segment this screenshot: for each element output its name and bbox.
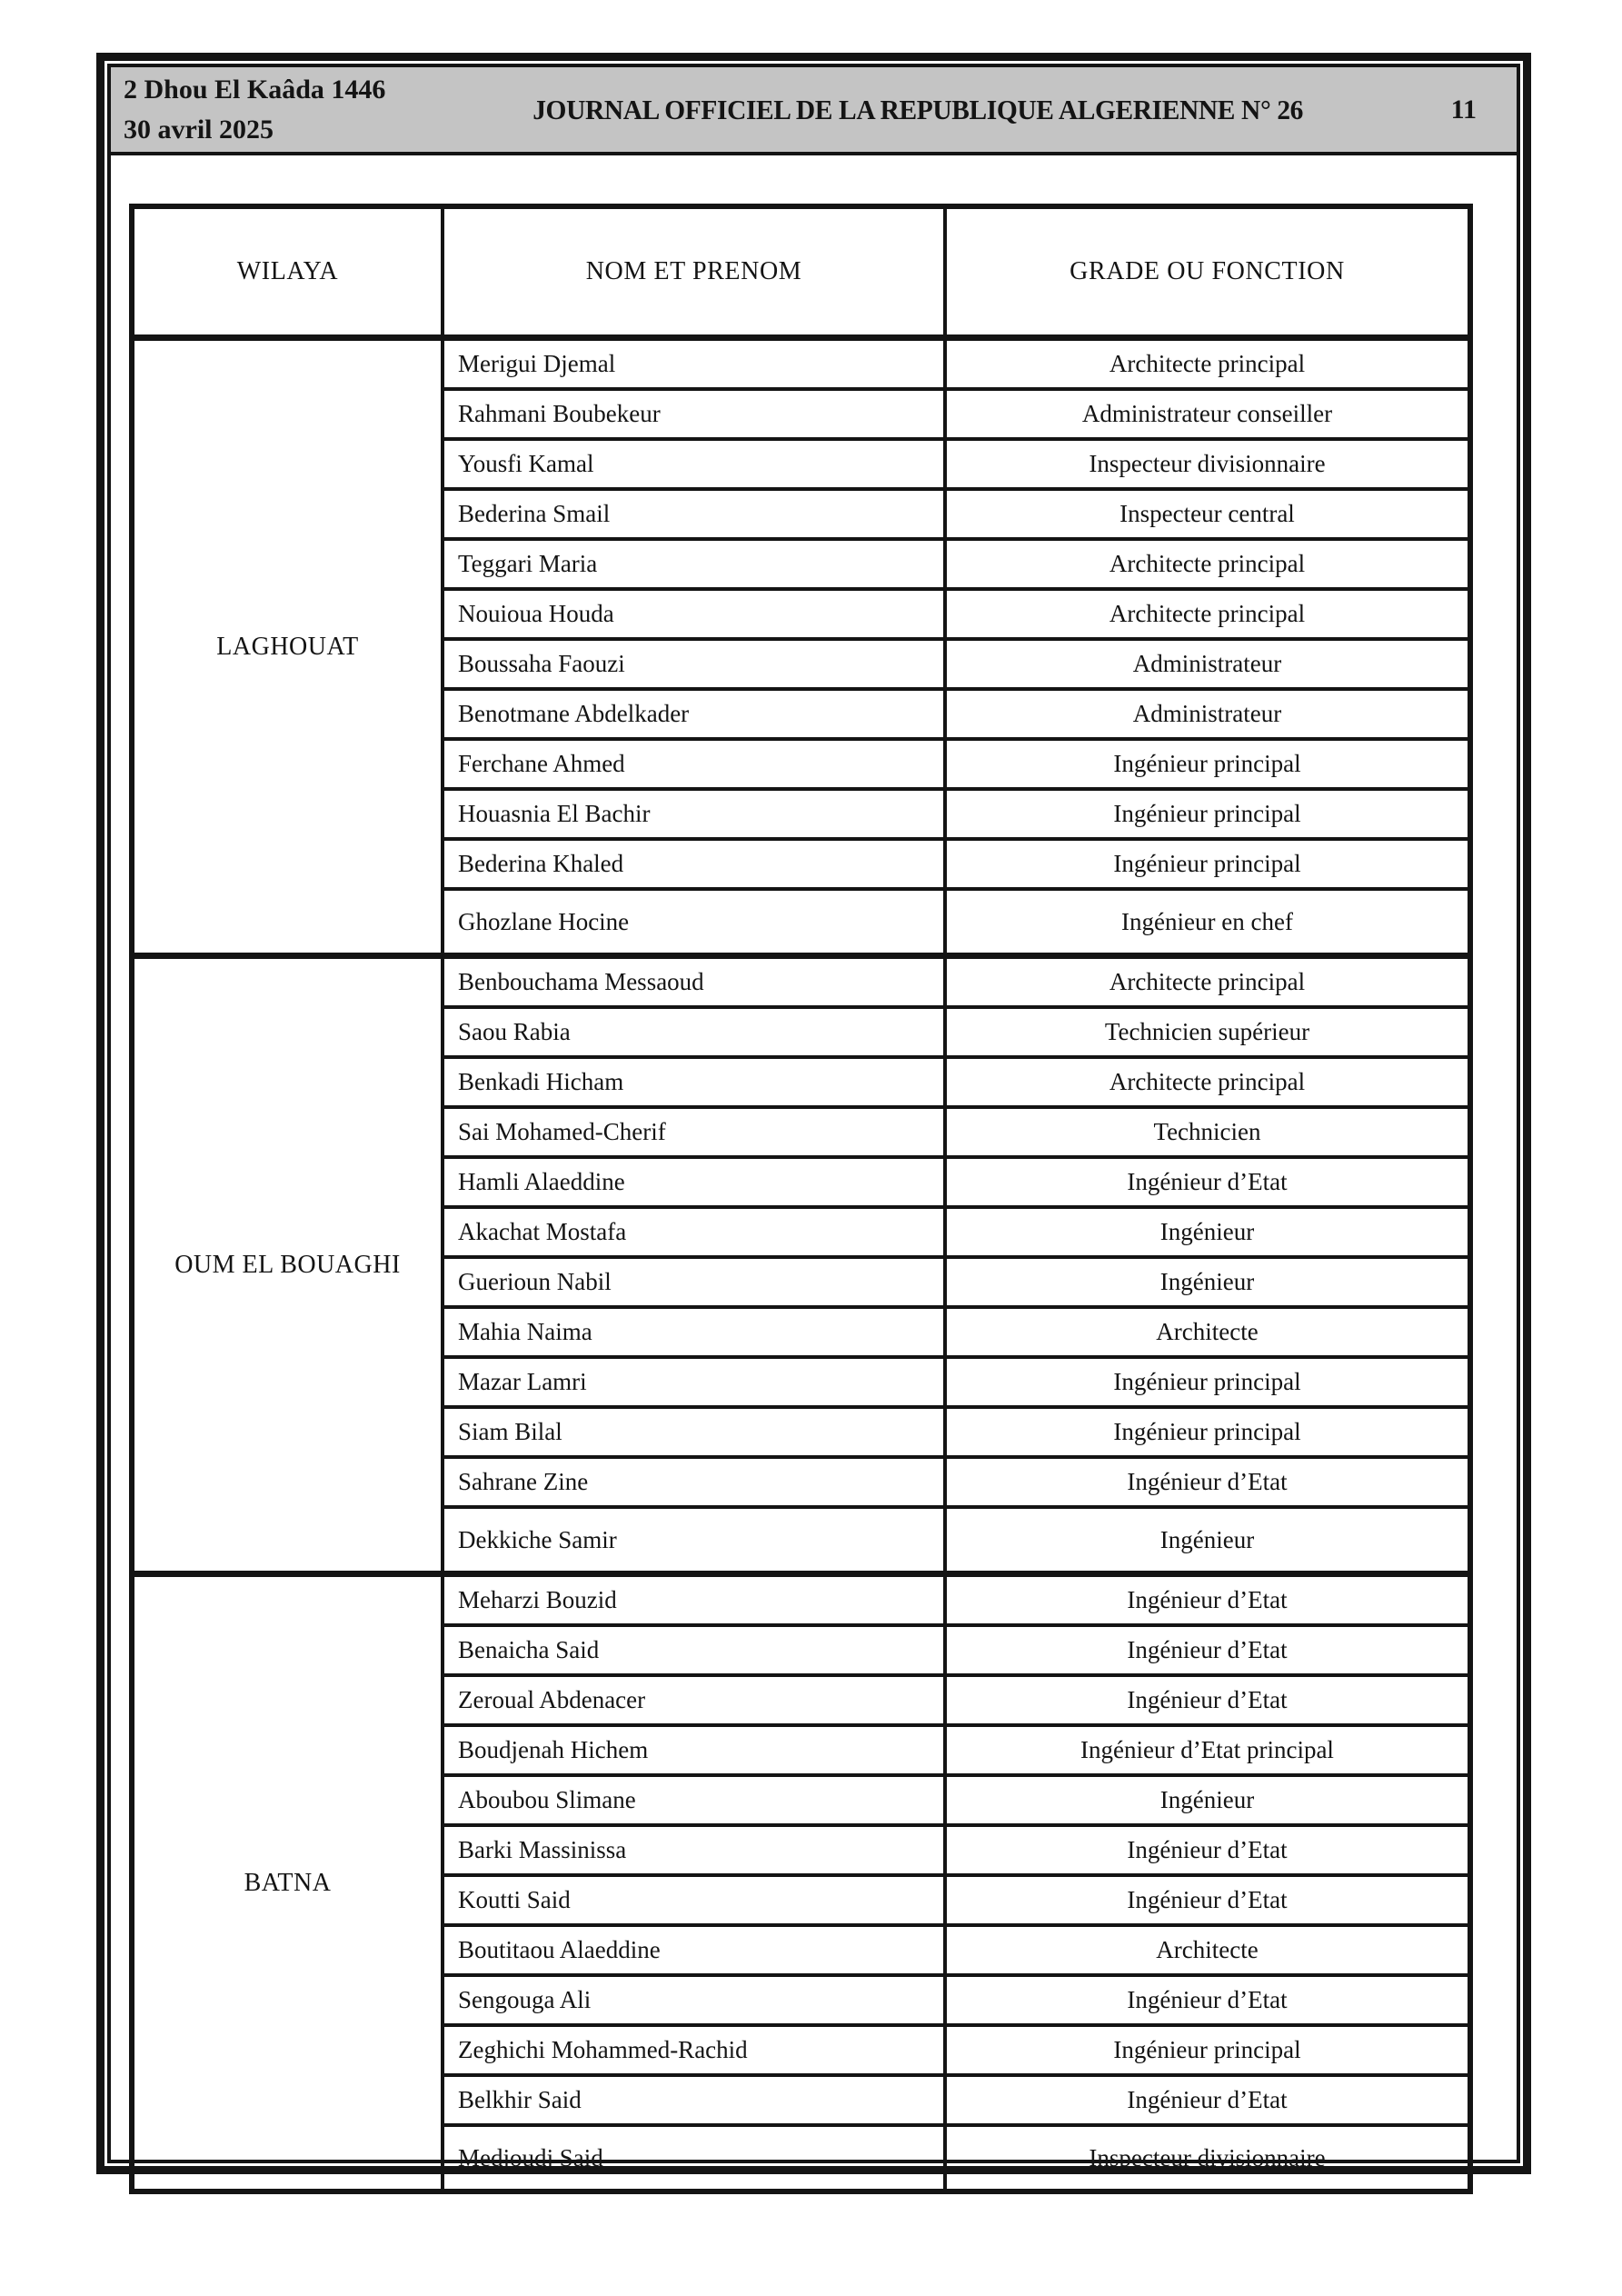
name-cell: Nouioua Houda [443, 589, 945, 639]
wilaya-cell: BATNA [132, 1574, 443, 2192]
name-cell: Barki Massinissa [443, 1825, 945, 1875]
table-row [132, 956, 1470, 1008]
name-cell: Merigui Djemal [443, 338, 945, 390]
grade-cell: Ingénieur principal [945, 839, 1470, 889]
grade-cell: Ingénieur d’Etat [945, 1975, 1470, 2025]
grade-cell: Architecte principal [945, 338, 1470, 390]
name-cell: Houasnia El Bachir [443, 789, 945, 839]
grade-cell: Architecte principal [945, 589, 1470, 639]
grade-cell: Ingénieur d’Etat [945, 1457, 1470, 1507]
name-cell: Boussaha Faouzi [443, 639, 945, 689]
grade-cell: Administrateur [945, 639, 1470, 689]
page-border-frame [96, 53, 1531, 2174]
grade-cell: Ingénieur principal [945, 1357, 1470, 1407]
page-header [111, 67, 1517, 155]
grade-cell: Technicien [945, 1107, 1470, 1157]
name-cell: Boudjenah Hichem [443, 1725, 945, 1775]
grade-cell: Ingénieur principal [945, 739, 1470, 789]
name-cell: Mahia Naima [443, 1307, 945, 1357]
table-row [132, 338, 1470, 390]
name-cell: Yousfi Kamal [443, 439, 945, 489]
grade-cell: Ingénieur [945, 1257, 1470, 1307]
grade-cell: Ingénieur en chef [945, 889, 1470, 956]
name-cell: Benkadi Hicham [443, 1057, 945, 1107]
col-header-wilaya: WILAYA [132, 206, 443, 338]
grade-cell: Ingénieur d’Etat principal [945, 1725, 1470, 1775]
name-cell: Siam Bilal [443, 1407, 945, 1457]
table-header-row [132, 206, 1470, 338]
gregorian-date: 30 avril 2025 [124, 114, 274, 145]
page-border-frame-inner [107, 64, 1520, 2171]
grade-cell: Architecte principal [945, 539, 1470, 589]
wilaya-cell: LAGHOUAT [132, 338, 443, 956]
name-cell: Sai Mohamed-Cherif [443, 1107, 945, 1157]
name-cell: Benotmane Abdelkader [443, 689, 945, 739]
name-cell: Akachat Mostafa [443, 1207, 945, 1257]
table-row [132, 1574, 1470, 1626]
name-cell: Benbouchama Messaoud [443, 956, 945, 1008]
name-cell: Meharzi Bouzid [443, 1574, 945, 1626]
grade-cell: Ingénieur d’Etat [945, 1157, 1470, 1207]
grade-cell: Inspecteur central [945, 489, 1470, 539]
grade-cell: Ingénieur principal [945, 2025, 1470, 2075]
hijri-date: 2 Dhou El Kaâda 1446 [124, 74, 386, 105]
page-number: 11 [1450, 94, 1477, 125]
grade-cell: Ingénieur principal [945, 789, 1470, 839]
grade-cell: Technicien supérieur [945, 1007, 1470, 1057]
name-cell: Benaicha Said [443, 1625, 945, 1675]
name-cell: Zeghichi Mohammed-Rachid [443, 2025, 945, 2075]
roster-table [129, 204, 1473, 2194]
grade-cell: Architecte principal [945, 956, 1470, 1008]
name-cell: Ghozlane Hocine [443, 889, 945, 956]
name-cell: Sengouga Ali [443, 1975, 945, 2025]
grade-cell: Ingénieur d’Etat [945, 2075, 1470, 2125]
name-cell: Rahmani Boubekeur [443, 389, 945, 439]
name-cell: Aboubou Slimane [443, 1775, 945, 1825]
wilaya-cell: OUM EL BOUAGHI [132, 956, 443, 1574]
grade-cell: Administrateur [945, 689, 1470, 739]
name-cell: Dekkiche Samir [443, 1507, 945, 1574]
grade-cell: Ingénieur d’Etat [945, 1625, 1470, 1675]
name-cell: Boutitaou Alaeddine [443, 1925, 945, 1975]
name-cell: Ferchane Ahmed [443, 739, 945, 789]
grade-cell: Ingénieur d’Etat [945, 1825, 1470, 1875]
grade-cell: Ingénieur [945, 1507, 1470, 1574]
grade-cell: Ingénieur d’Etat [945, 1675, 1470, 1725]
journal-title: JOURNAL OFFICIEL DE LA REPUBLIQUE ALGERIENNE N° 26 [532, 93, 1304, 125]
col-header-nom-et-prenom: NOM ET PRENOM [443, 206, 945, 338]
name-cell: Saou Rabia [443, 1007, 945, 1057]
grade-cell: Architecte [945, 1925, 1470, 1975]
name-cell: Mazar Lamri [443, 1357, 945, 1407]
header-dates [124, 70, 385, 150]
grade-cell: Inspecteur divisionnaire [945, 2125, 1470, 2191]
name-cell: Bederina Khaled [443, 839, 945, 889]
name-cell: Hamli Alaeddine [443, 1157, 945, 1207]
grade-cell: Inspecteur divisionnaire [945, 439, 1470, 489]
grade-cell: Ingénieur d’Etat [945, 1574, 1470, 1626]
name-cell: Medjoudj Said [443, 2125, 945, 2191]
grade-cell: Architecte [945, 1307, 1470, 1357]
name-cell: Bederina Smail [443, 489, 945, 539]
name-cell: Guerioun Nabil [443, 1257, 945, 1307]
grade-cell: Ingénieur principal [945, 1407, 1470, 1457]
grade-cell: Administrateur conseiller [945, 389, 1470, 439]
name-cell: Zeroual Abdenacer [443, 1675, 945, 1725]
col-header-grade-ou-fonction: GRADE OU FONCTION [945, 206, 1470, 338]
name-cell: Teggari Maria [443, 539, 945, 589]
name-cell: Belkhir Said [443, 2075, 945, 2125]
grade-cell: Ingénieur [945, 1775, 1470, 1825]
grade-cell: Architecte principal [945, 1057, 1470, 1107]
grade-cell: Ingénieur [945, 1207, 1470, 1257]
name-cell: Koutti Said [443, 1875, 945, 1925]
name-cell: Sahrane Zine [443, 1457, 945, 1507]
grade-cell: Ingénieur d’Etat [945, 1875, 1470, 1925]
